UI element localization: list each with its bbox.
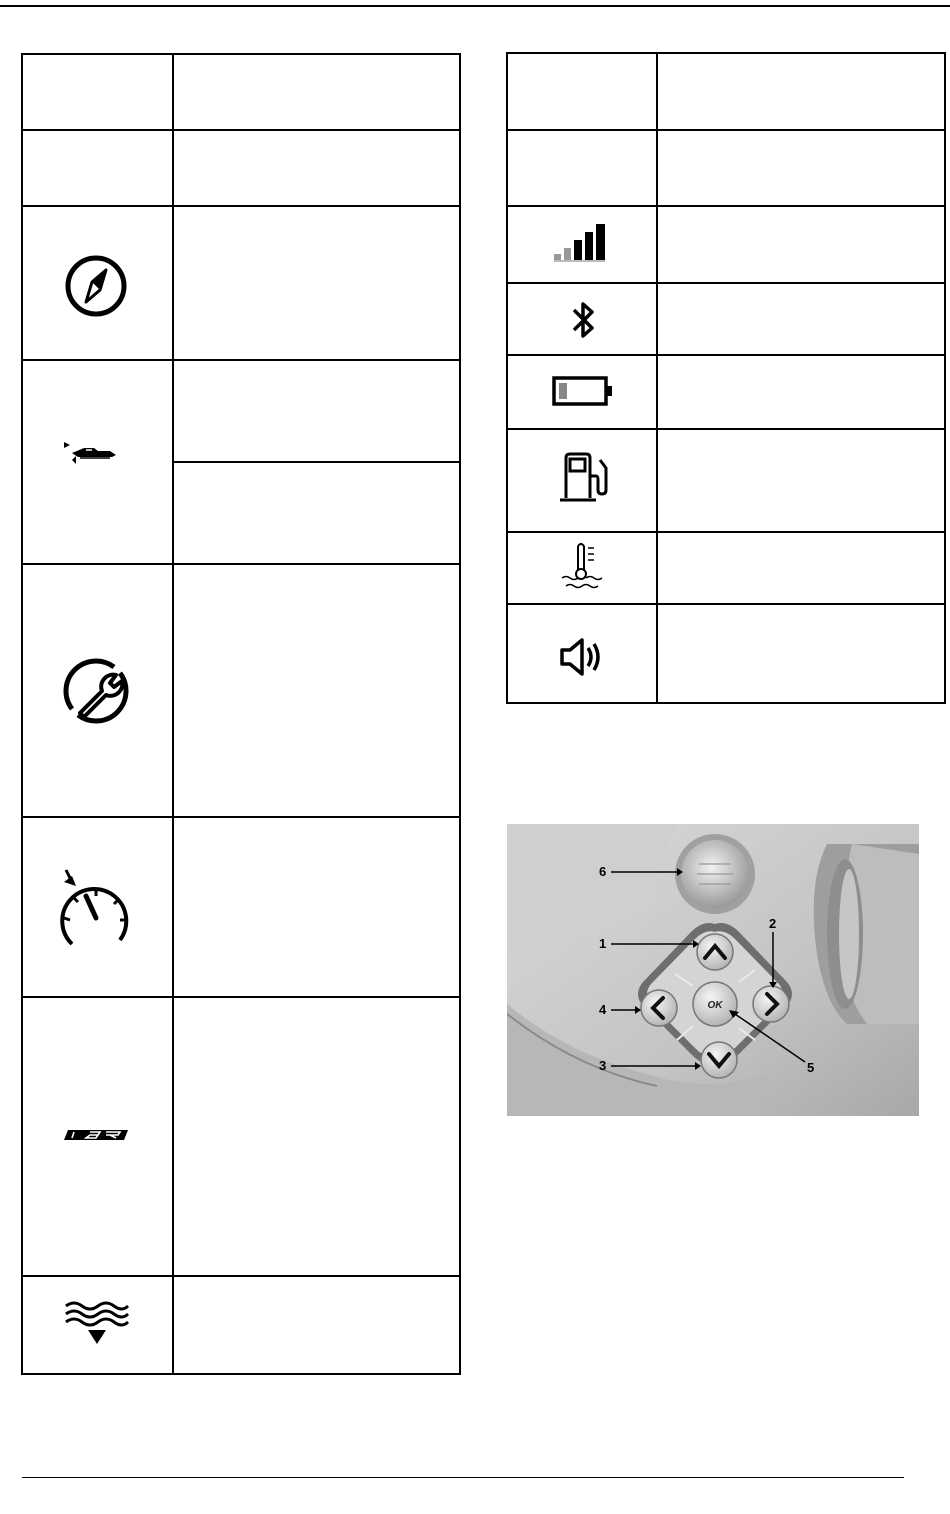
right-table-row-divider bbox=[508, 603, 944, 605]
compass-icon bbox=[60, 250, 132, 322]
left-table-row-divider bbox=[23, 563, 459, 565]
callout-5: 5 bbox=[807, 1060, 815, 1075]
watercraft-icon bbox=[60, 436, 120, 468]
left-table-column-divider bbox=[172, 55, 174, 1373]
callout-1: 1 bbox=[599, 936, 607, 951]
right-table-row-divider bbox=[508, 531, 944, 533]
ok-button-label: OK bbox=[707, 1000, 723, 1011]
handlebar-keypad-photo bbox=[507, 824, 919, 1116]
left-table-row-divider bbox=[23, 816, 459, 818]
bluetooth-icon bbox=[568, 298, 598, 342]
right-table-row-divider bbox=[508, 129, 944, 131]
bottom-rule bbox=[22, 1477, 904, 1478]
callout-4: 4 bbox=[599, 1002, 607, 1017]
top-rule bbox=[0, 5, 950, 7]
left-table-row-divider bbox=[23, 1275, 459, 1277]
callout-2: 2 bbox=[769, 916, 777, 931]
water-temperature-icon bbox=[558, 540, 608, 592]
right-table-row-divider bbox=[508, 282, 944, 284]
signal-strength-icon bbox=[550, 220, 614, 264]
fuel-pump-icon bbox=[558, 452, 610, 504]
battery-low-icon bbox=[550, 374, 616, 408]
right-table-row-divider bbox=[508, 428, 944, 430]
right-table-row-divider bbox=[508, 354, 944, 356]
wrench-service-icon bbox=[58, 653, 134, 729]
left-table-row-divider bbox=[23, 996, 459, 998]
left-table-subrow-divider bbox=[173, 461, 459, 463]
callout-3: 3 bbox=[599, 1058, 607, 1073]
speaker-volume-icon bbox=[556, 634, 610, 680]
speed-limiter-icon bbox=[50, 862, 134, 952]
left-table-row-divider bbox=[23, 205, 459, 207]
callout-6: 6 bbox=[599, 864, 607, 879]
left-table-row-divider bbox=[23, 129, 459, 131]
water-depth-icon bbox=[62, 1298, 132, 1350]
left-table-row-divider bbox=[23, 359, 459, 361]
ibr-icon bbox=[64, 1128, 134, 1142]
right-table-row-divider bbox=[508, 205, 944, 207]
